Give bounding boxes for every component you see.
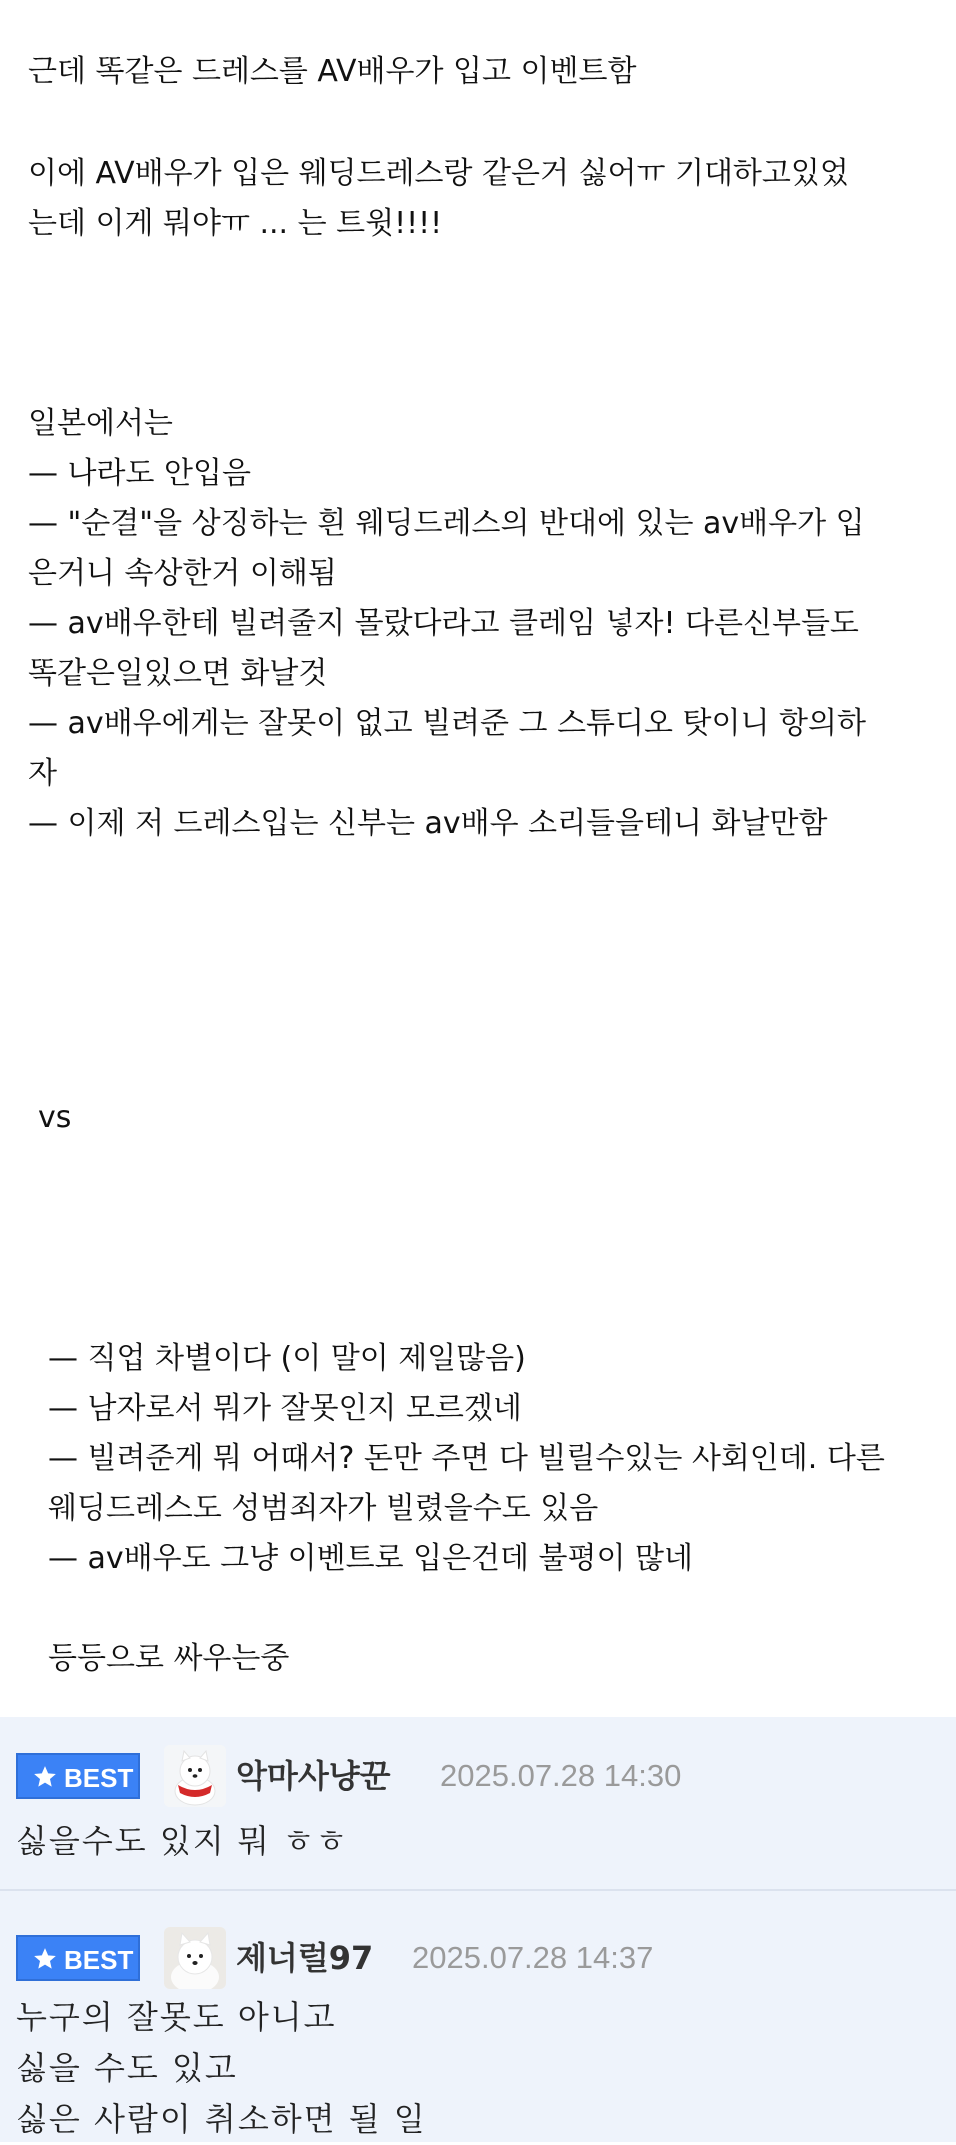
avatar[interactable]	[164, 1927, 226, 1989]
article-line: 은거니 속상한거 이해됨	[28, 556, 337, 591]
best-badge	[16, 1753, 140, 1799]
article-line: vs	[38, 1100, 72, 1135]
article-line: — 남자로서 뭐가 잘못인지 모르겠네	[48, 1391, 522, 1426]
article-line: 는데 이게 뭐야ㅠ ... 는 트윗!!!!	[28, 206, 443, 241]
comment-text: 누구의 잘못도 아니고	[16, 1998, 337, 2036]
article-line: — "순결"을 상징하는 흰 웨딩드레스의 반대에 있는 av배우가 입	[28, 506, 865, 541]
article-line: — av배우도 그냥 이벤트로 입은건데 불평이 많네	[48, 1541, 693, 1576]
article-line: 등등으로 싸우는중	[48, 1641, 290, 1676]
avatar[interactable]	[164, 1745, 226, 1807]
samoyed-dog-avatar	[164, 1745, 226, 1807]
article-line: — 빌려준게 뭐 어때서? 돈만 주면 다 빌릴수있는 사회인데. 다른	[48, 1441, 885, 1476]
comment-date: 2025.07.28 14:37	[412, 1940, 654, 1975]
samoyed-dog-avatar	[164, 1927, 226, 1989]
comment-nickname[interactable]: 악마사냥꾼	[236, 1757, 391, 1795]
article-line: 이에 AV배우가 입은 웨딩드레스랑 같은거 싫어ㅠ 기대하고있었	[28, 156, 849, 191]
article-line: 일본에서는	[28, 406, 173, 441]
best-badge-label: BEST	[64, 1945, 134, 1975]
comment-item	[0, 1891, 956, 2142]
comment-text: 싫은 사람이 취소하면 될 일	[16, 2100, 427, 2138]
comment-date: 2025.07.28 14:30	[440, 1758, 682, 1793]
star-icon	[32, 1764, 58, 1790]
best-badge-label: BEST	[64, 1763, 134, 1793]
comment-nickname[interactable]: 제너럴97	[236, 1939, 374, 1977]
article-line: 근데 똑같은 드레스를 AV배우가 입고 이벤트함	[28, 54, 637, 89]
star-icon	[32, 1946, 58, 1972]
article-line: — av배우에게는 잘못이 없고 빌려준 그 스튜디오 탓이니 항의하	[28, 706, 866, 741]
comment-text: 싫을수도 있지 뭐 ㅎㅎ	[16, 1822, 349, 1860]
article-line: 웨딩드레스도 성범죄자가 빌렸을수도 있음	[48, 1491, 599, 1526]
best-comments-section	[0, 1717, 956, 2142]
article-line: — av배우한테 빌려줄지 몰랐다라고 클레임 넣자! 다른신부들도	[28, 606, 859, 641]
article-line: 자	[28, 756, 57, 791]
best-badge	[16, 1935, 140, 1981]
comment-text: 싫을 수도 있고	[16, 2049, 238, 2087]
article-line: 똑같은일있으면 화날것	[28, 656, 328, 691]
article-line: — 나라도 안입음	[28, 456, 251, 491]
article-line: — 직업 차별이다 (이 말이 제일많음)	[48, 1341, 526, 1376]
article-line: — 이제 저 드레스입는 신부는 av배우 소리들을테니 화날만함	[28, 806, 828, 841]
comment-item	[0, 1717, 956, 1889]
